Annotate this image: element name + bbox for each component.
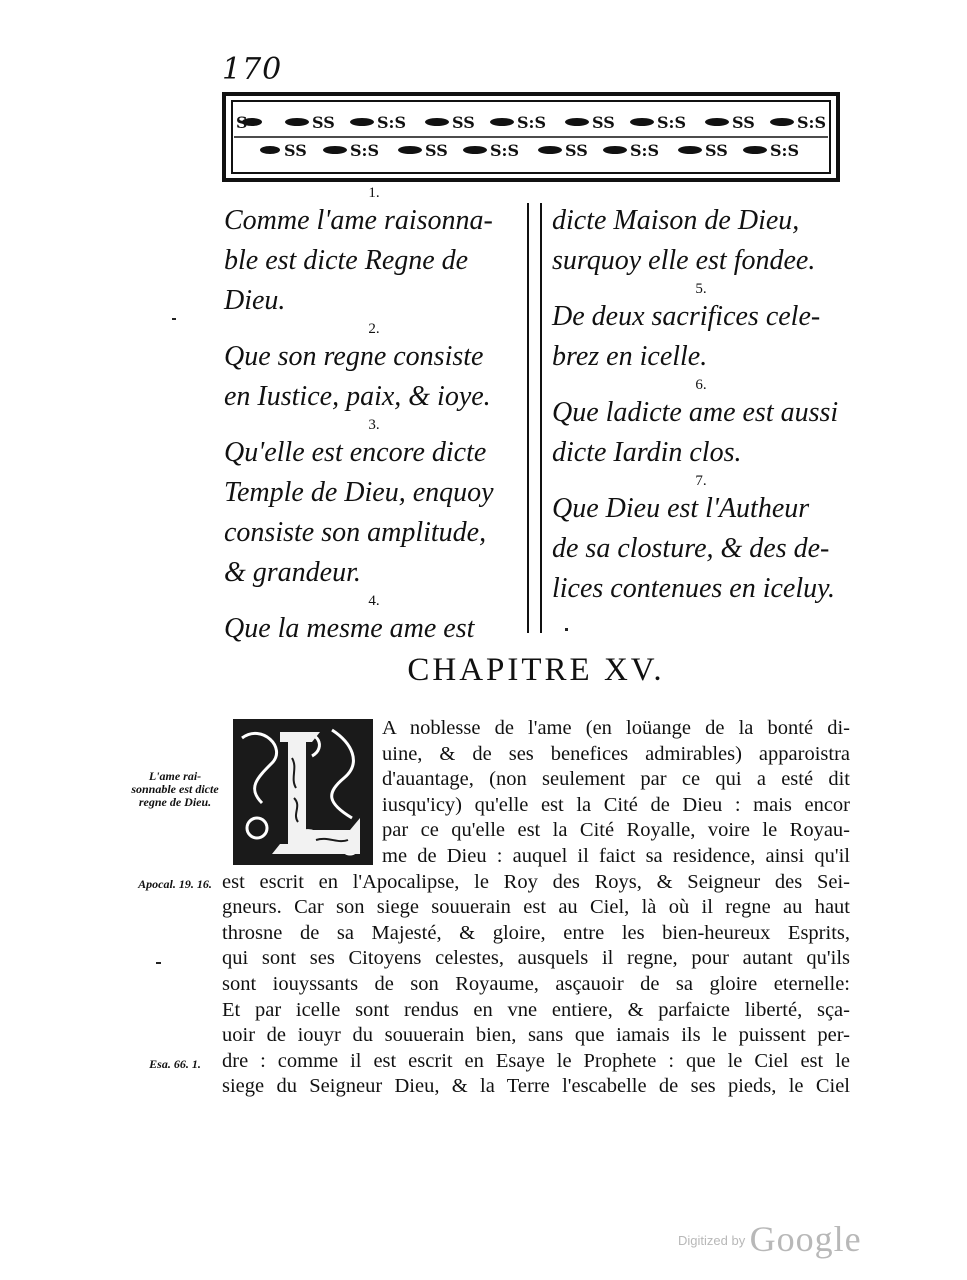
body-line: uoir de iouyr du souuerain bien, sans que iamais ils le puissent per-	[222, 1024, 850, 1047]
summary-line: Que ladicte ame est aussi	[552, 397, 839, 428]
summary-line: dicte Maison de Dieu,	[552, 205, 800, 236]
column-rule-right	[540, 203, 542, 633]
svg-text:SS: SS	[705, 141, 728, 160]
summary-line: De deux sacrifices cele-	[552, 301, 821, 332]
summary-line: Dieu.	[224, 285, 286, 316]
body-line: par ce qu'elle est la Cité Royalle, voire le Royau-	[382, 819, 850, 842]
body-line: qui sont ses Citoyens celestes, ausquels il regne, pour autant qu'ils	[222, 947, 850, 970]
summary-item-number: 7.	[695, 473, 707, 489]
svg-text:S:S: S:S	[517, 113, 547, 132]
google-logo: Google	[749, 1219, 862, 1259]
summary-line: ble est dicte Regne de	[224, 245, 469, 276]
summary-item	[224, 593, 524, 649]
body-line: throsne de sa Majesté, & gloire, entre les bien-heureux Esprits,	[222, 921, 850, 944]
svg-text:S:S: S:S	[770, 141, 800, 160]
summary-item	[552, 377, 850, 473]
body-line: sont iouyssants de son Royaume, asçauoir de sa gloire eternelle:	[222, 972, 850, 995]
summary-line: & grandeur.	[224, 557, 361, 588]
svg-text:S:S: S:S	[490, 141, 520, 160]
summary-line: consiste son amplitude,	[224, 517, 487, 548]
svg-text:SS: SS	[452, 113, 475, 132]
chapter-body-text	[222, 716, 850, 1100]
body-line: Et par icelle sont rendus en vne entiere, & parfaicte liberté, sça-	[222, 998, 850, 1021]
print-speck	[172, 318, 176, 320]
svg-text:SS: SS	[565, 141, 588, 160]
body-line: est escrit en l'Apocalipse, le Roy des Roys, & Seigneur des Sei-	[222, 870, 850, 893]
watermark-prefix: Digitized by	[678, 1233, 746, 1248]
summary-item-number: 4.	[368, 593, 380, 609]
summary-line: Temple de Dieu, enquoy	[224, 477, 494, 508]
svg-text:SS: SS	[592, 113, 615, 132]
body-line: siege du Seigneur Dieu, & la Terre l'escabelle de ses pieds, le Ciel	[222, 1075, 850, 1098]
summary-line: de sa closture, & des de-	[552, 533, 830, 564]
summary-item	[224, 417, 524, 593]
body-line: iusqu'icy) qu'elle est la Cité de Dieu : mais encor	[382, 793, 850, 816]
digitization-watermark	[678, 1218, 862, 1260]
summary-item	[224, 185, 524, 321]
svg-text:SS: SS	[312, 113, 335, 132]
summary-item-number: 3.	[368, 417, 380, 433]
svg-text:S:S: S:S	[797, 113, 827, 132]
summary-line: Que son regne consiste	[224, 341, 484, 372]
summary-column-left	[224, 185, 524, 649]
margin-note: Apocal. 19. 16.	[138, 877, 212, 891]
body-line: me de Dieu : auquel il faict sa residence, ainsi qu'il	[382, 844, 850, 867]
chapter-title: CHAPITRE XV.	[407, 652, 665, 688]
page-number: 170	[222, 52, 283, 87]
body-line: gneurs. Car son siege souuerain est au Ciel, là où il regne au haut	[222, 896, 850, 919]
summary-line: surquoy elle est fondee.	[552, 245, 816, 276]
svg-text:SS: SS	[425, 141, 448, 160]
summary-item-number: 6.	[695, 377, 707, 393]
margin-note: L'ame rai- sonnable est dicte regne de Dieu.	[131, 769, 219, 809]
margin-note: Esa. 66. 1.	[149, 1057, 201, 1071]
summary-item	[224, 321, 524, 417]
summary-item-number	[552, 185, 850, 201]
summary-item-number: 2.	[368, 321, 380, 337]
summary-line: lices contenues en iceluy.	[552, 573, 835, 604]
svg-text:SS: SS	[732, 113, 755, 132]
print-speck	[156, 962, 161, 964]
svg-text:SS: SS	[284, 141, 307, 160]
column-rule-left	[527, 203, 529, 633]
summary-line: Qu'elle est encore dicte	[224, 437, 487, 468]
svg-text:S:S: S:S	[350, 141, 380, 160]
summary-line: Que Dieu est l'Autheur	[552, 493, 810, 524]
body-line: A noblesse de l'ame (en loüange de la bonté di-	[382, 717, 850, 739]
summary-item	[552, 281, 850, 377]
summary-line: Comme l'ame raisonna-	[224, 205, 493, 236]
summary-line: brez en icelle.	[552, 341, 708, 372]
summary-item	[552, 185, 850, 281]
summary-item-number: 1.	[368, 185, 380, 201]
summary-line: en Iustice, paix, & ioye.	[224, 381, 491, 412]
body-line: dre : comme il est escrit en Esaye le Prophete : que le Ciel est le	[222, 1049, 850, 1072]
body-line: d'auantage, (non seulement par ce qui a esté dit	[382, 768, 850, 791]
svg-text:S:S: S:S	[630, 141, 660, 160]
body-line: uine, & de ses benefices admirables) apparoistra	[382, 742, 850, 765]
chapter-summary	[222, 185, 850, 644]
summary-item	[552, 473, 850, 609]
svg-text:S:S: S:S	[657, 113, 687, 132]
summary-item-number: 5.	[695, 281, 707, 297]
summary-column-right	[552, 185, 850, 609]
ornamental-header-band	[222, 92, 840, 182]
svg-text:S: S	[236, 113, 248, 132]
svg-text:S:S: S:S	[377, 113, 407, 132]
summary-line: Que la mesme ame est	[224, 613, 475, 644]
summary-line: dicte Iardin clos.	[552, 437, 742, 468]
print-speck	[565, 628, 568, 631]
